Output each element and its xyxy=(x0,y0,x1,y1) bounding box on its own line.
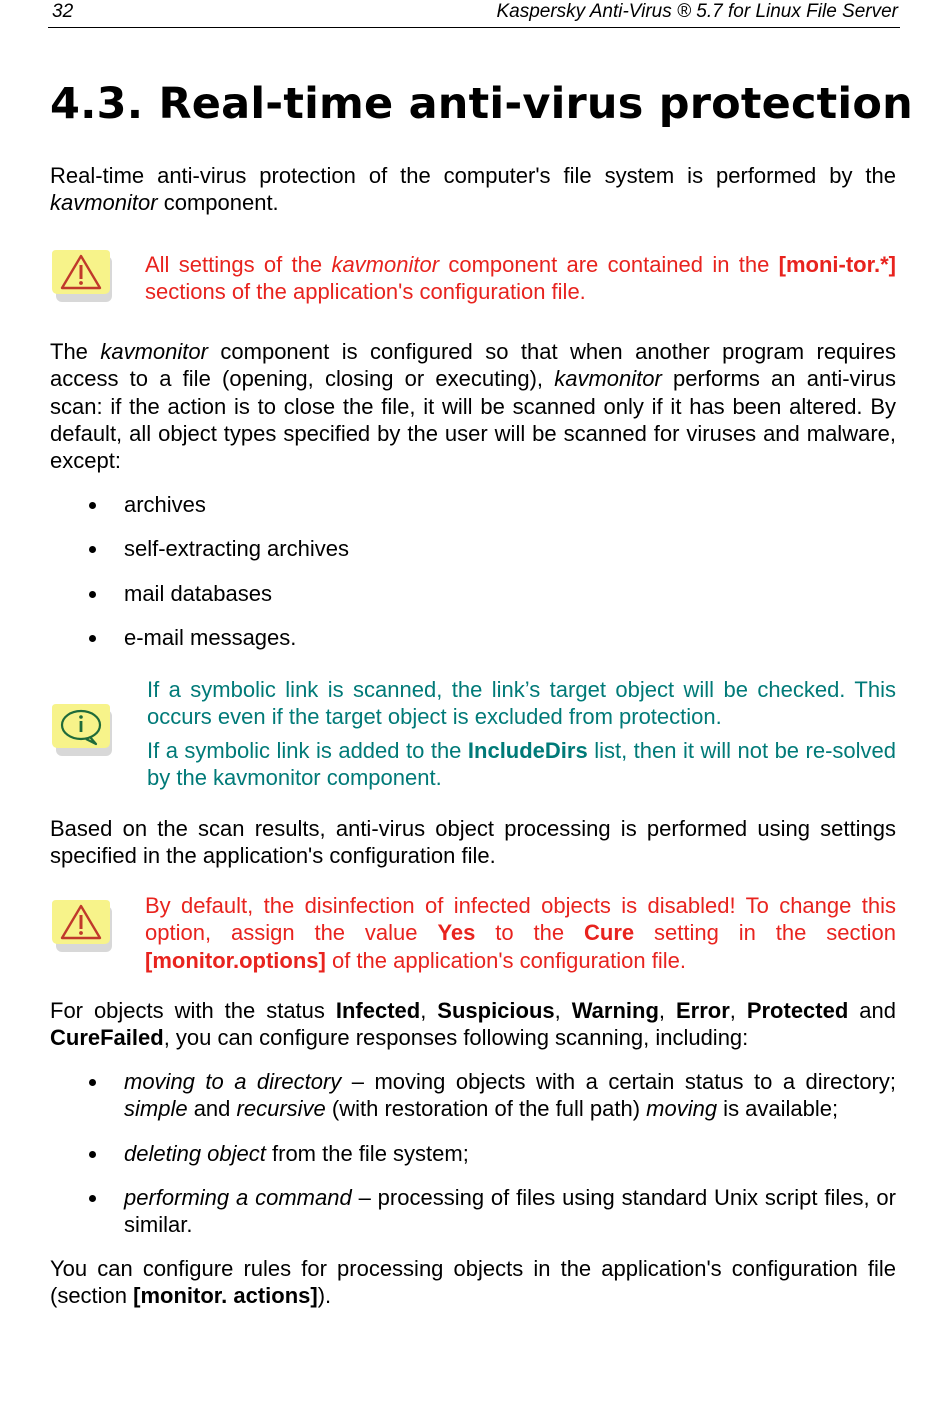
list-item: self-extracting archives xyxy=(50,535,896,562)
running-title: Kaspersky Anti-Virus ® 5.7 for Linux File Server xyxy=(496,1,898,22)
info-icon xyxy=(50,702,114,758)
warning-icon xyxy=(50,248,114,304)
list-item: archives xyxy=(50,491,896,518)
list-item: deleting object from the file system; xyxy=(50,1140,896,1167)
section-title: 4.3. Real-time anti-virus protection xyxy=(50,79,913,129)
page-header xyxy=(48,0,900,28)
warning-icon xyxy=(50,898,114,954)
warning-note-1: All settings of the kavmonitor component are contained in the [moni-tor.*] sections of the application's configuration file. xyxy=(145,252,896,305)
page-number: 32 xyxy=(52,1,74,22)
responses-list xyxy=(50,1068,896,1238)
warning-note-2: By default, the disinfection of infected objects is disabled! To change this option, assign the value Yes to the Cure setting in the section [monitor.options] of the application's configuration file. xyxy=(145,893,896,973)
intro-paragraph: Real-time anti-virus protection of the computer's file system is performed by the kavmonitor component. xyxy=(50,163,896,216)
list-item: e-mail messages. xyxy=(50,624,896,651)
kavmonitor-description: The kavmonitor component is configured so that when another program requires access to a file (opening, closing or executing), kavmonitor performs an anti-virus scan: if the action is to close the file, it will be scanned only if it has been altered. By default, all object types specified by the user will be scanned for viruses and malware, except: xyxy=(50,339,896,474)
info-note-p1: If a symbolic link is scanned, the link’s target object will be checked. This occurs even if the target object is excluded from protection. xyxy=(147,677,896,730)
list-item: mail databases xyxy=(50,580,896,607)
list-item: moving to a directory – moving objects with a certain status to a directory; simple and recursive (with restoration of the full path) moving is available; xyxy=(50,1068,896,1123)
exceptions-list xyxy=(50,491,896,651)
info-note-p2: If a symbolic link is added to the IncludeDirs list, then it will not be re-solved by the kavmonitor component. xyxy=(147,738,896,791)
list-item: performing a command – processing of files using standard Unix script files, or similar. xyxy=(50,1184,896,1239)
rules-paragraph: You can configure rules for processing objects in the application's configuration file (section [monitor. actions]). xyxy=(50,1256,896,1309)
processing-paragraph: Based on the scan results, anti-virus object processing is performed using settings specified in the application's configuration file. xyxy=(50,816,896,869)
status-paragraph: For objects with the status Infected, Suspicious, Warning, Error, Protected and CureFailed, you can configure responses following scanning, including: xyxy=(50,998,896,1051)
